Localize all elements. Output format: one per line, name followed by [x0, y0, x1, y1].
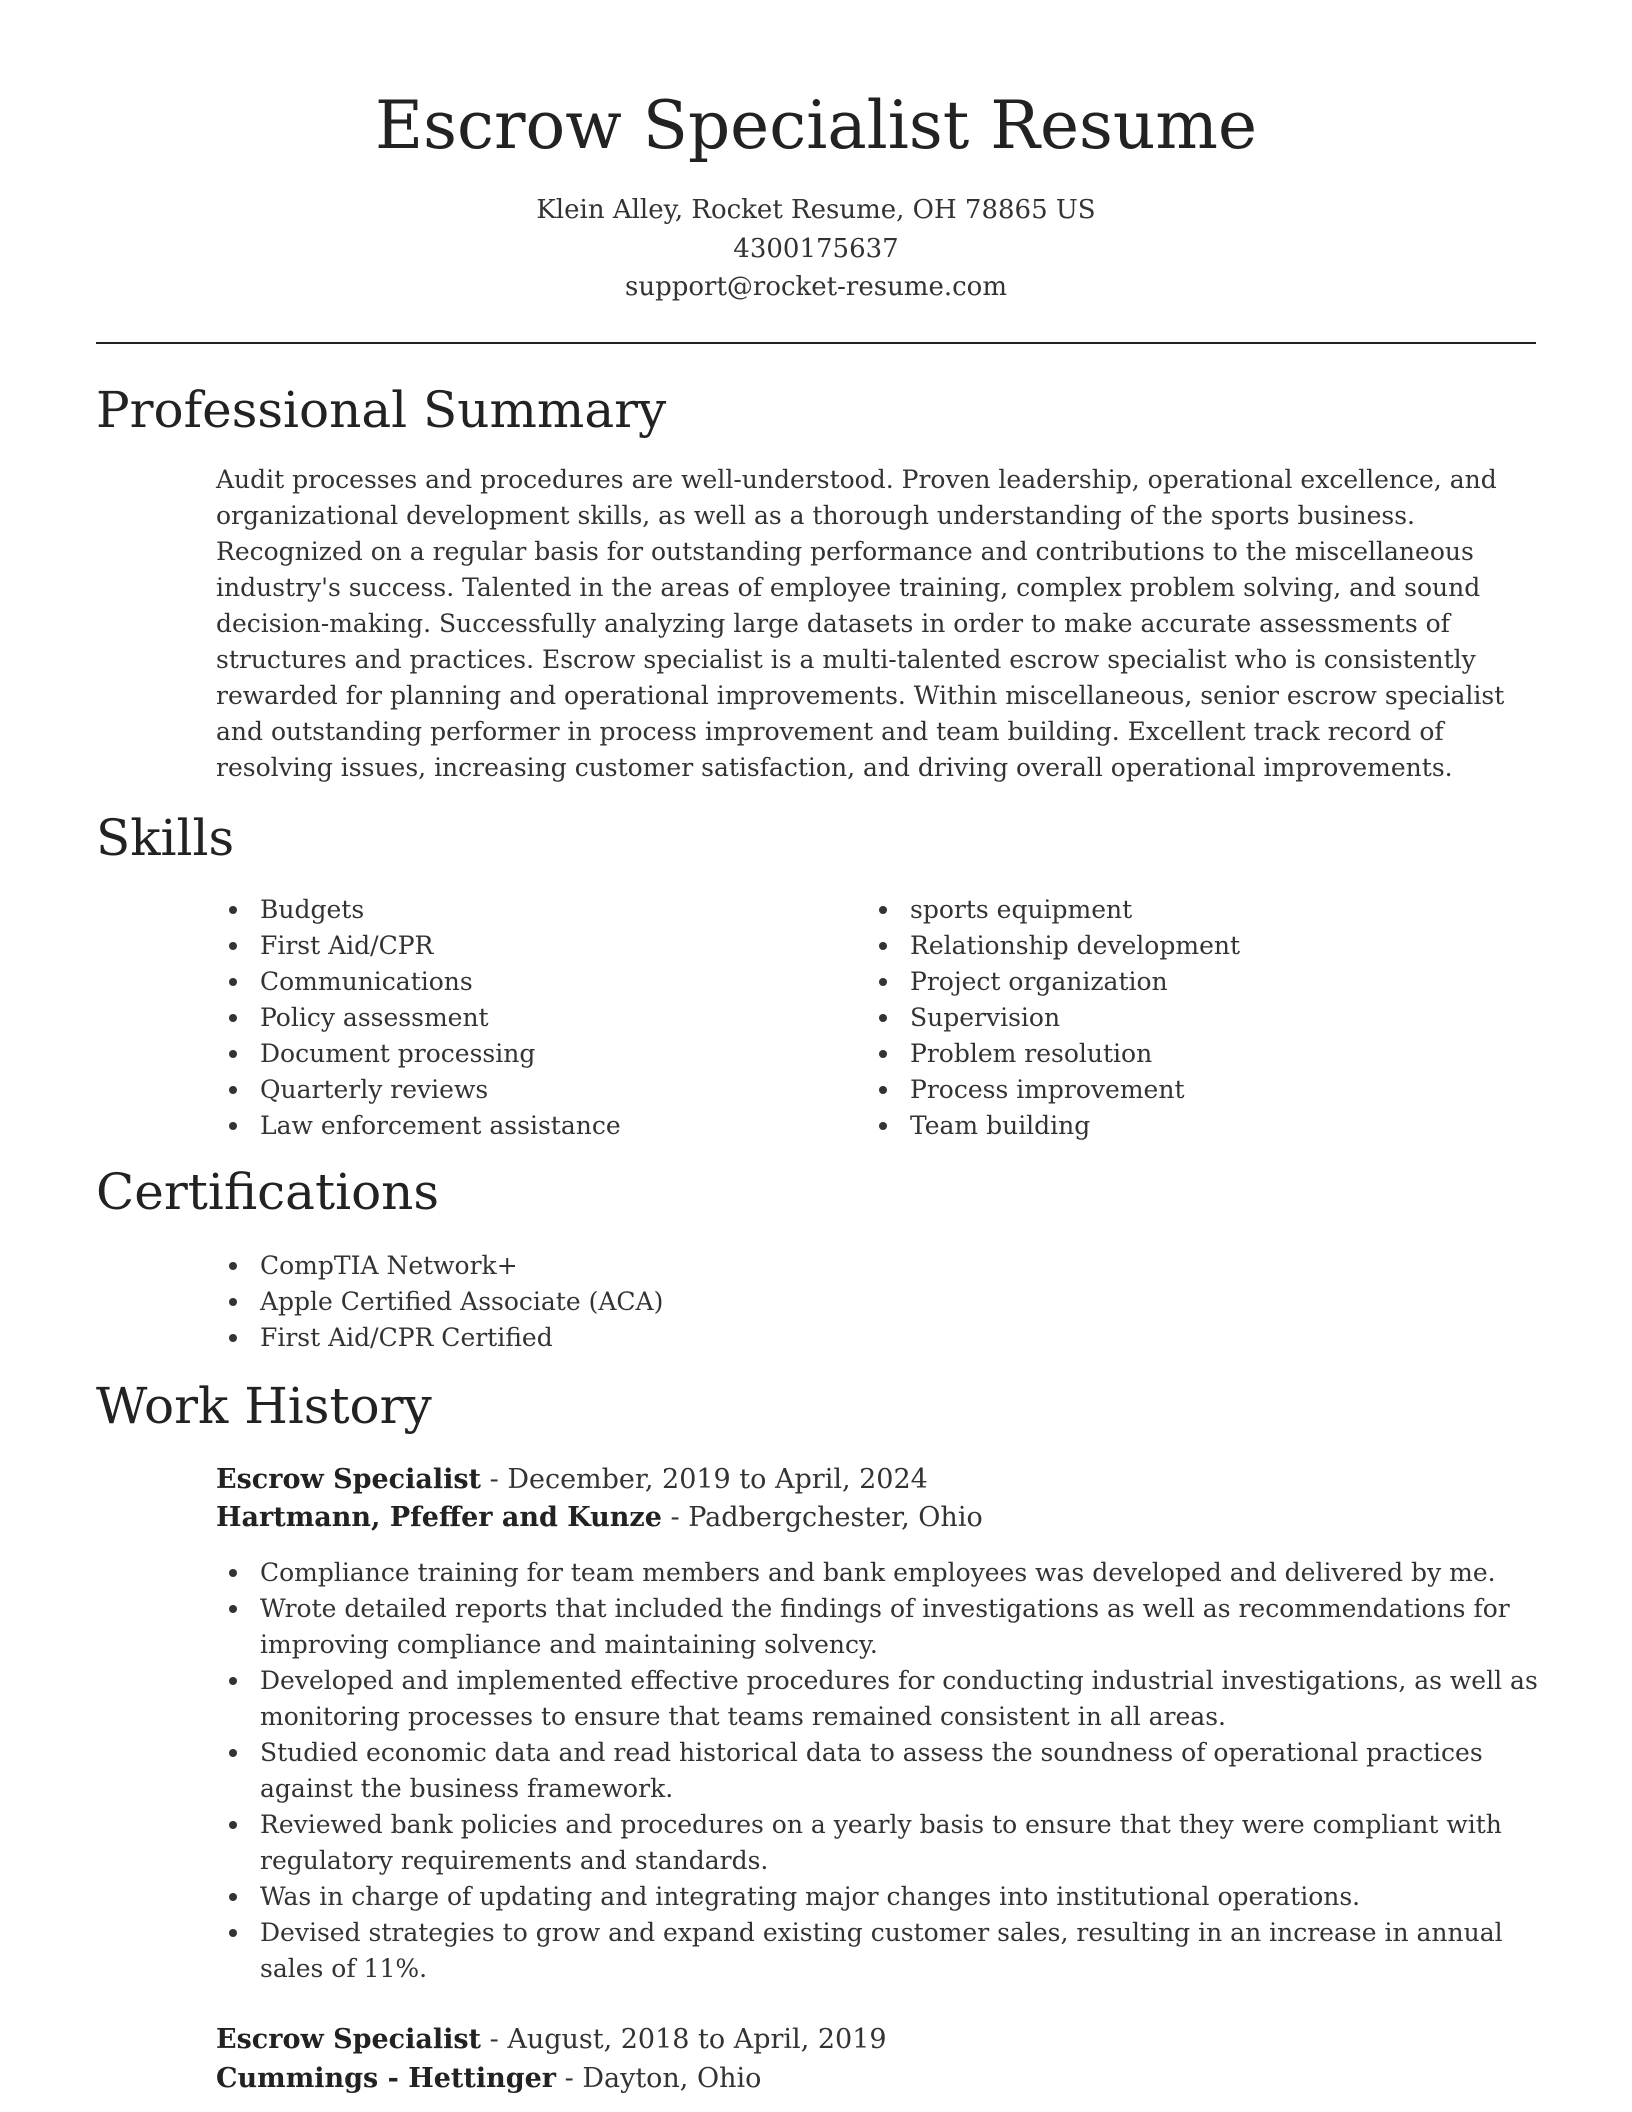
job-location: - Dayton, Ohio — [556, 2063, 762, 2094]
job-company-line — [216, 2060, 1516, 2098]
job-dates: - August, 2018 to April, 2019 — [481, 2024, 887, 2055]
job-location: - Padbergchester, Ohio — [661, 1502, 983, 1533]
skills-heading: Skills — [96, 809, 235, 867]
summary-heading: Professional Summary — [96, 381, 667, 439]
resume-title: Escrow Specialist Resume — [374, 87, 1258, 164]
skills-list-right — [866, 892, 1506, 1144]
contact-email[interactable]: support@rocket-resume.com — [624, 272, 1007, 302]
skill-item: Problem resolution — [866, 1036, 1506, 1072]
skill-item: Team building — [866, 1108, 1506, 1144]
certifications-list — [216, 1248, 1016, 1356]
job-duties-list — [216, 1555, 1538, 1987]
job-duty-item: Was in charge of updating and integrating major changes into institutional operations. — [216, 1879, 1538, 1915]
certification-item: CompTIA Network+ — [216, 1248, 1016, 1284]
job-title: Escrow Specialist — [216, 2024, 482, 2055]
work-history-heading: Work History — [96, 1377, 432, 1435]
job-company: Cummings - Hettinger — [216, 2063, 557, 2094]
job-duty-item: Compliance training for team members and bank employees was developed and delivered by me. — [216, 1555, 1538, 1591]
job-duty-item: Reviewed bank policies and procedures on a yearly basis to ensure that they were compliant with regulatory requirements and standards. — [216, 1807, 1538, 1879]
skill-item: sports equipment — [866, 892, 1506, 928]
skill-item: Document processing — [216, 1036, 816, 1072]
certifications-heading: Certifications — [96, 1163, 440, 1221]
certification-item: First Aid/CPR Certified — [216, 1320, 1016, 1356]
skill-item: Process improvement — [866, 1072, 1506, 1108]
job-dates: - December, 2019 to April, 2024 — [481, 1464, 928, 1495]
skill-item: Communications — [216, 964, 816, 1000]
skill-item: Budgets — [216, 892, 816, 928]
job-duty-item: Wrote detailed reports that included the findings of investigations as well as recommendations for improving compliance and maintaining solvency. — [216, 1591, 1538, 1663]
job-duty-item: Developed and implemented effective procedures for conducting industrial investigations, as well as monitoring processes to ensure that teams remained consistent in all areas. — [216, 1663, 1538, 1735]
skills-list-left — [216, 892, 816, 1144]
job-title-line — [216, 2021, 1516, 2059]
skill-item: Project organization — [866, 964, 1506, 1000]
skill-item: Law enforcement assistance — [216, 1108, 816, 1144]
header-divider — [96, 342, 1536, 344]
job-duty-item: Devised strategies to grow and expand existing customer sales, resulting in an increase in annual sales of 11%. — [216, 1915, 1538, 1987]
contact-phone: 4300175637 — [733, 234, 899, 264]
job-company: Hartmann, Pfeffer and Kunze — [216, 1502, 662, 1533]
job-title-line — [216, 1461, 1516, 1499]
job-company-line — [216, 1499, 1516, 1537]
certification-item: Apple Certified Associate (ACA) — [216, 1284, 1016, 1320]
job-duty-item: Studied economic data and read historical data to assess the soundness of operational practices against the business framework. — [216, 1735, 1538, 1807]
skill-item: Supervision — [866, 1000, 1506, 1036]
contact-address: Klein Alley, Rocket Resume, OH 78865 US — [536, 195, 1096, 225]
summary-text: Audit processes and procedures are well-understood. Proven leadership, operational excellence, and organizational development skills, as well as a thorough understanding of the sports business. Recognized on a regular basis for outstanding performance and contributions to the miscellaneous industry's success. Talented in the areas of employee training, complex problem solving, and sound decision-making. Successfully analyzing large datasets in order to make accurate assessments of structures and practices. Escrow specialist is a multi-talented escrow specialist who is consistently rewarded for planning and operational improvements. Within miscellaneous, senior escrow specialist and outstanding performer in process improvement and team building. Excellent track record of resolving issues, increasing customer satisfaction, and driving overall operational improvements. — [216, 465, 1505, 782]
job-title: Escrow Specialist — [216, 1464, 482, 1495]
skill-item: First Aid/CPR — [216, 928, 816, 964]
skill-item: Relationship development — [866, 928, 1506, 964]
skill-item: Policy assessment — [216, 1000, 816, 1036]
skill-item: Quarterly reviews — [216, 1072, 816, 1108]
